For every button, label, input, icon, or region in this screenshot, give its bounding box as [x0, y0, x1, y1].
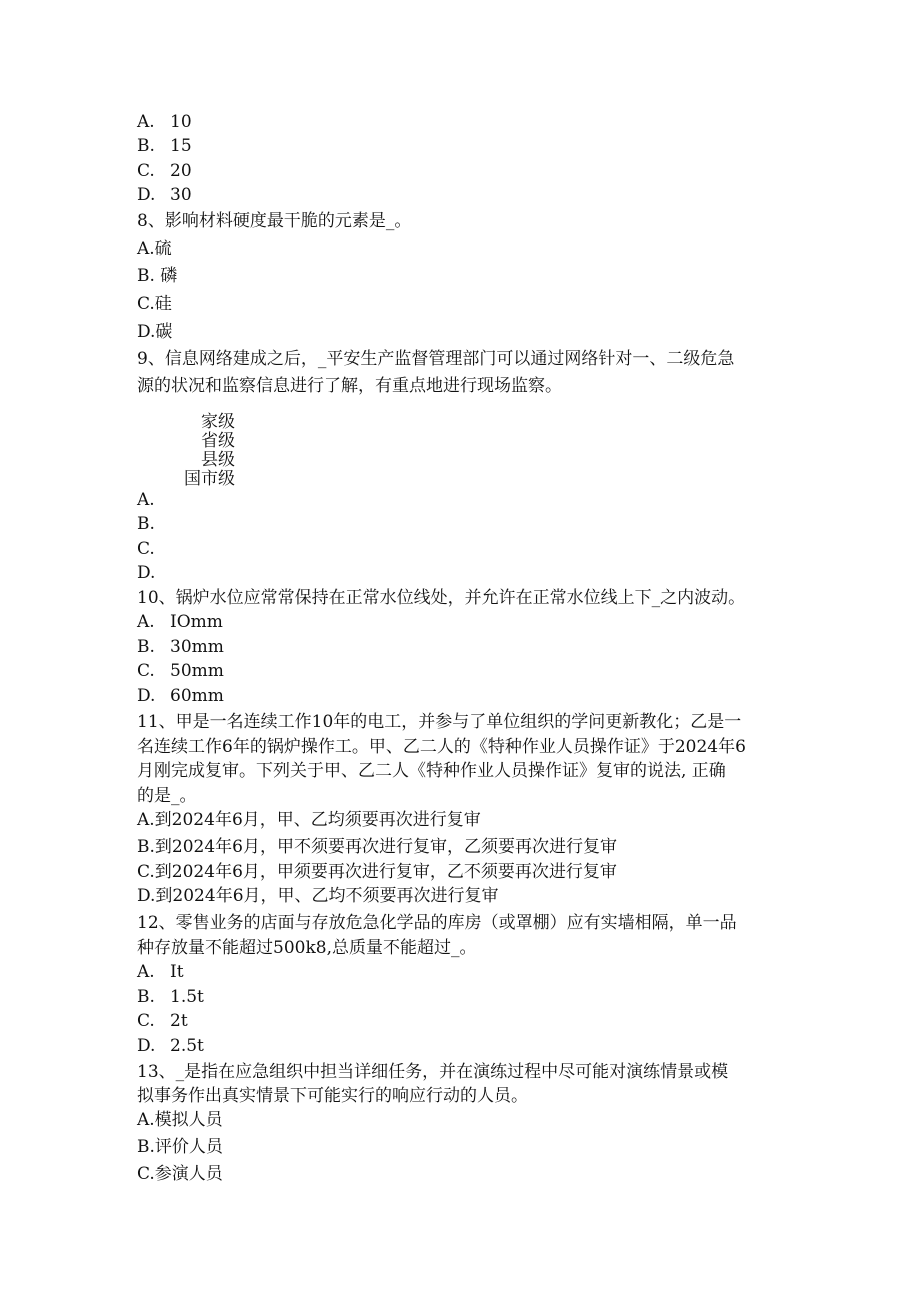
q11-stem-line-3: 月刚完成复审。下列关于甲、乙二人《特种作业人员操作证》复审的说法, 正确: [137, 761, 726, 781]
q11-option-b: B.到2024年6月，甲不须要再次进行复审，乙须要再次进行复审: [137, 837, 617, 857]
q12-option-c: C. 2t: [137, 1011, 188, 1031]
q10-option-b: B. 30mm: [137, 637, 224, 657]
q8-option-c: C.硅: [137, 294, 172, 314]
q9-choice-1: 家级: [201, 412, 235, 432]
q10-option-c: C. 50mm: [137, 661, 224, 681]
q9-option-a: A.: [137, 490, 155, 510]
q10-option-d: D. 60mm: [137, 686, 224, 706]
q7-option-c: C. 20: [137, 161, 192, 181]
q11-option-a: A.到2024年6月，甲、乙均须要再次进行复审: [137, 810, 481, 830]
q9-option-d: D.: [137, 563, 156, 583]
q13-option-a: A.模拟人员: [137, 1110, 223, 1130]
q9-stem-line-1: 9、信息网络建成之后，_平安生产监督管理部门可以通过网络针对一、二级危急: [137, 349, 735, 369]
q9-stacked-choices: [135, 413, 235, 489]
q13-option-c: C.参演人员: [137, 1164, 223, 1184]
q8-option-a: A.硫: [137, 239, 172, 259]
q11-option-c: C.到2024年6月，甲须要再次进行复审，乙不须要再次进行复审: [137, 862, 617, 882]
q11-stem-line-2: 名连续工作6年的锅炉操作工。甲、乙二人的《特种作业人员操作证》于2024年6: [137, 737, 746, 757]
q11-stem-line-1: 11、甲是一名连续工作10年的电工，并参与了单位组织的学问更新教化；乙是一: [137, 712, 742, 732]
q11-stem-line-4: 的是_。: [137, 786, 197, 806]
q12-option-b: B. 1.5t: [137, 987, 204, 1007]
q9-option-b: B.: [137, 514, 155, 534]
q9-choice-3: 县级: [201, 450, 235, 470]
q7-option-b: B. 15: [137, 136, 192, 156]
q12-option-a: A. It: [137, 962, 184, 982]
q13-stem-line-2: 拟事务作出真实情景下可能实行的响应行动的人员。: [137, 1086, 528, 1106]
q7-option-a: A. 10: [137, 112, 192, 132]
q9-stem-line-2: 源的状况和监察信息进行了解，有重点地进行现场监察。: [137, 376, 562, 396]
q13-stem-line-1: 13、_是指在应急组织中担当详细任务，并在演练过程中尽可能对演练情景或模: [137, 1062, 729, 1082]
q10-option-a: A. IOmm: [137, 612, 223, 632]
q8-option-d: D.碳: [137, 322, 173, 342]
q9-option-c: C.: [137, 539, 155, 559]
q11-option-d: D.到2024年6月，甲、乙均不须要再次进行复审: [137, 886, 499, 906]
q13-option-b: B.评价人员: [137, 1137, 223, 1157]
q12-stem-line-2: 种存放量不能超过500k8,总质量不能超过_。: [137, 938, 477, 958]
q8-stem: 8、影响材料硬度最干脆的元素是_。: [137, 211, 412, 231]
q9-choice-4: 国市级: [184, 469, 235, 489]
q9-choice-2: 省级: [201, 431, 235, 451]
q7-option-d: D. 30: [137, 185, 192, 205]
q8-option-b: B. 磷: [137, 266, 178, 286]
q10-stem: 10、锅炉水位应常常保持在正常水位线处，并允许在正常水位线上下_之内波动。: [137, 588, 746, 608]
q12-option-d: D. 2.5t: [137, 1036, 204, 1056]
q12-stem-line-1: 12、零售业务的店面与存放危急化学品的库房（或罩棚）应有实墙相隔，单一品: [137, 913, 737, 933]
